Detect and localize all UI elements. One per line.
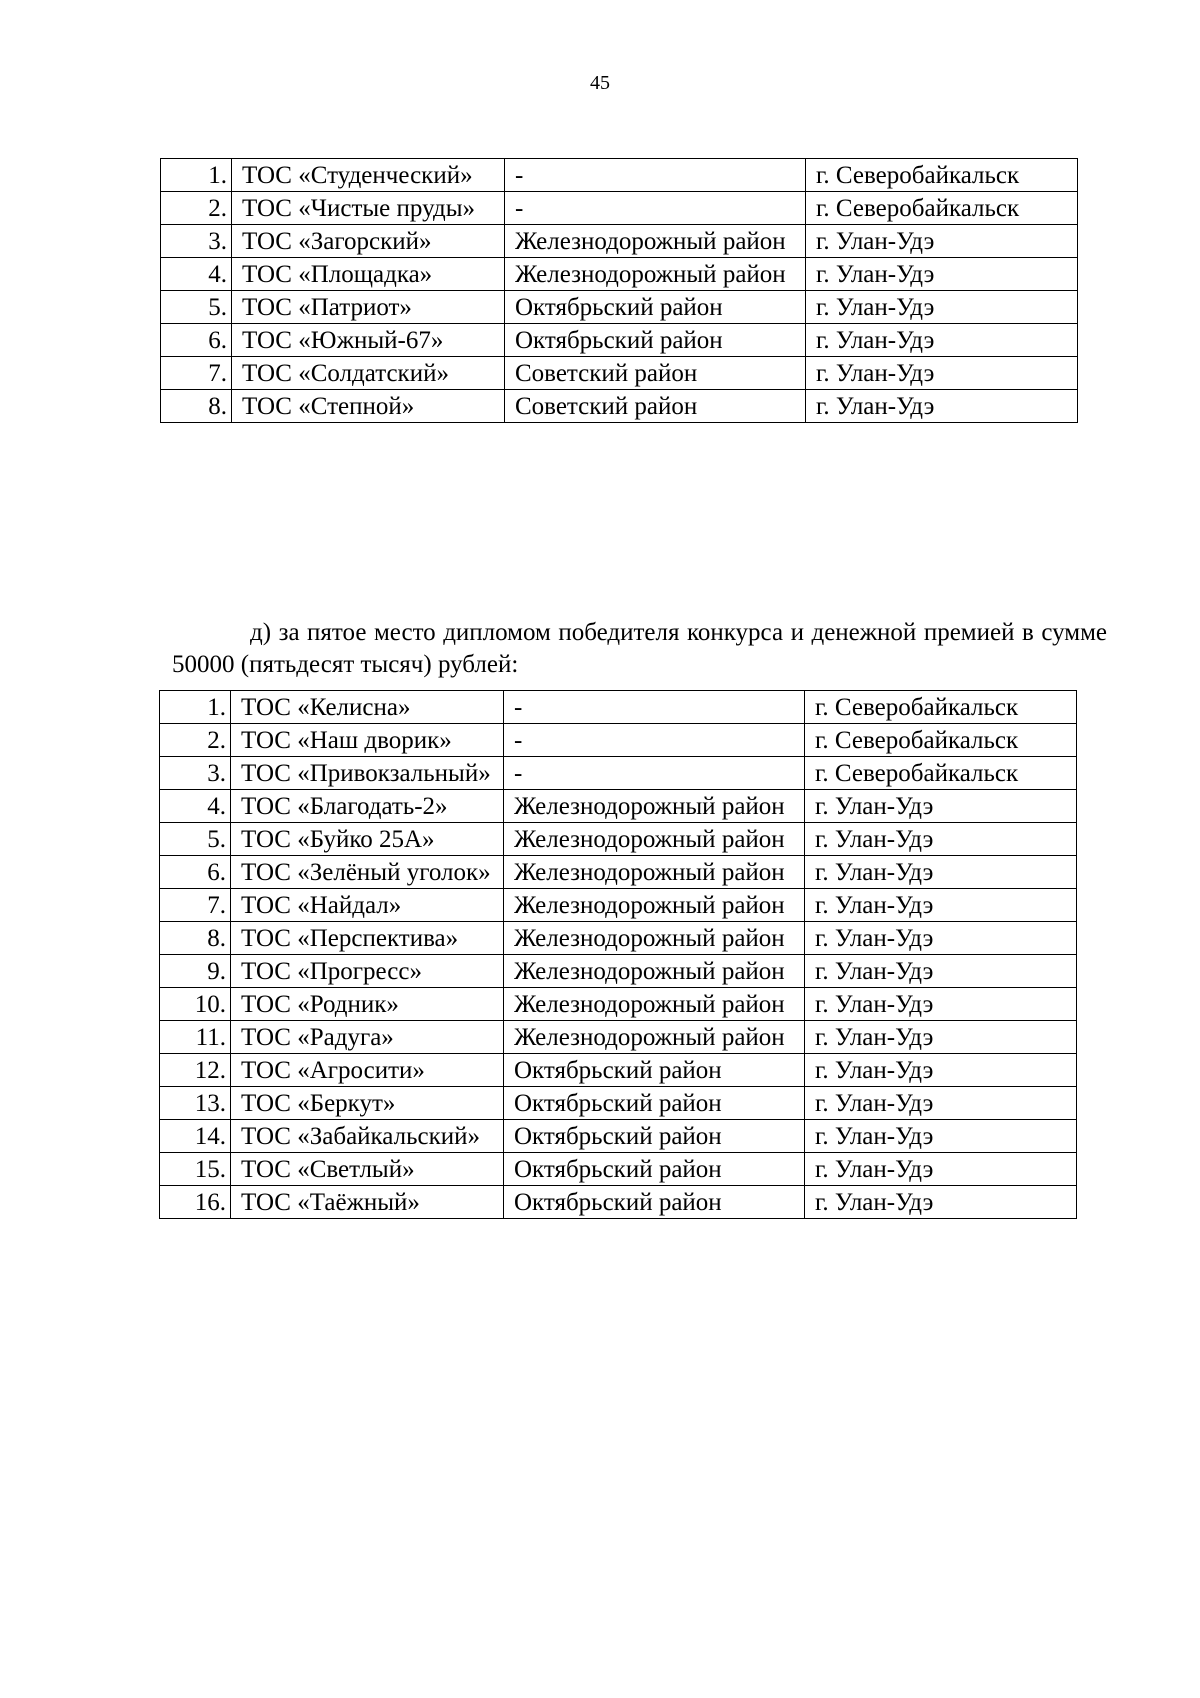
table-row [160, 1021, 1077, 1054]
table-row [161, 159, 1078, 192]
row-number-cell: 14. [160, 1120, 231, 1153]
city-cell: г. Улан-Удэ [805, 823, 1077, 856]
city-cell: г. Улан-Удэ [806, 324, 1078, 357]
district-cell: Октябрьский район [505, 291, 806, 324]
table-row [161, 192, 1078, 225]
city-cell: г. Улан-Удэ [805, 889, 1077, 922]
tos-name-cell: ТОС «Светлый» [231, 1153, 504, 1186]
row-number-cell: 8. [160, 922, 231, 955]
table-row [160, 823, 1077, 856]
row-number-cell: 3. [161, 225, 232, 258]
table-row [161, 324, 1078, 357]
city-cell: г. Улан-Удэ [806, 225, 1078, 258]
row-number-cell: 2. [161, 192, 232, 225]
table-row [160, 922, 1077, 955]
city-cell: г. Улан-Удэ [805, 1153, 1077, 1186]
tos-name-cell: ТОС «Степной» [232, 390, 505, 423]
tos-name-cell: ТОС «Наш дворик» [231, 724, 504, 757]
tos-name-cell: ТОС «Перспектива» [231, 922, 504, 955]
table-row [160, 988, 1077, 1021]
district-cell: Железнодорожный район [504, 1021, 805, 1054]
winners-table-fifth-place [159, 690, 1077, 1219]
district-cell: Железнодорожный район [504, 889, 805, 922]
tos-name-cell: ТОС «Солдатский» [232, 357, 505, 390]
table-row [160, 757, 1077, 790]
tos-name-cell: ТОС «Буйко 25А» [231, 823, 504, 856]
tos-name-cell: ТОС «Найдал» [231, 889, 504, 922]
city-cell: г. Улан-Удэ [805, 1087, 1077, 1120]
tos-name-cell: ТОС «Площадка» [232, 258, 505, 291]
table-row [160, 1120, 1077, 1153]
city-cell: г. Улан-Удэ [805, 955, 1077, 988]
tos-name-cell: ТОС «Южный-67» [232, 324, 505, 357]
city-cell: г. Северобайкальск [805, 691, 1077, 724]
fifth-place-text: д) за пятое место дипломом победителя конкурса и денежной премией в сумме 50000 (пятьдесят тысяч) рублей: [172, 619, 1107, 678]
district-cell: Советский район [505, 357, 806, 390]
district-cell: - [505, 159, 806, 192]
table-row [160, 1087, 1077, 1120]
city-cell: г. Улан-Удэ [805, 1054, 1077, 1087]
row-number-cell: 6. [160, 856, 231, 889]
table-body [161, 159, 1078, 423]
tos-name-cell: ТОС «Прогресс» [231, 955, 504, 988]
row-number-cell: 11. [160, 1021, 231, 1054]
tos-name-cell: ТОС «Агросити» [231, 1054, 504, 1087]
tos-name-cell: ТОС «Келисна» [231, 691, 504, 724]
winners-table-fourth-place [160, 158, 1078, 423]
tos-name-cell: ТОС «Таёжный» [231, 1186, 504, 1219]
city-cell: г. Улан-Удэ [805, 856, 1077, 889]
row-number-cell: 5. [161, 291, 232, 324]
tos-name-cell: ТОС «Родник» [231, 988, 504, 1021]
city-cell: г. Улан-Удэ [805, 922, 1077, 955]
city-cell: г. Северобайкальск [805, 757, 1077, 790]
table-row [161, 291, 1078, 324]
row-number-cell: 12. [160, 1054, 231, 1087]
tos-name-cell: ТОС «Загорский» [232, 225, 505, 258]
table-row [161, 357, 1078, 390]
table-row [160, 790, 1077, 823]
tos-name-cell: ТОС «Благодать-2» [231, 790, 504, 823]
city-cell: г. Улан-Удэ [805, 1120, 1077, 1153]
row-number-cell: 5. [160, 823, 231, 856]
city-cell: г. Улан-Удэ [806, 258, 1078, 291]
district-cell: Железнодорожный район [504, 790, 805, 823]
table-row [160, 724, 1077, 757]
table-row [160, 955, 1077, 988]
city-cell: г. Северобайкальск [805, 724, 1077, 757]
row-number-cell: 3. [160, 757, 231, 790]
district-cell: Железнодорожный район [504, 856, 805, 889]
district-cell: - [504, 757, 805, 790]
district-cell: - [505, 192, 806, 225]
row-number-cell: 7. [160, 889, 231, 922]
city-cell: г. Улан-Удэ [805, 790, 1077, 823]
district-cell: Железнодорожный район [504, 955, 805, 988]
row-number-cell: 4. [160, 790, 231, 823]
table-row [161, 258, 1078, 291]
table-row [160, 1054, 1077, 1087]
district-cell: Октябрьский район [504, 1153, 805, 1186]
table-row [160, 1186, 1077, 1219]
district-cell: Октябрьский район [504, 1120, 805, 1153]
district-cell: - [504, 691, 805, 724]
district-cell: Октябрьский район [504, 1054, 805, 1087]
row-number-cell: 2. [160, 724, 231, 757]
district-cell: Железнодорожный район [505, 225, 806, 258]
table-row [160, 889, 1077, 922]
row-number-cell: 9. [160, 955, 231, 988]
tos-name-cell: ТОС «Патриот» [232, 291, 505, 324]
district-cell: - [504, 724, 805, 757]
row-number-cell: 8. [161, 390, 232, 423]
table-row [161, 390, 1078, 423]
table-row [160, 691, 1077, 724]
district-cell: Железнодорожный район [504, 823, 805, 856]
row-number-cell: 10. [160, 988, 231, 1021]
table-row [160, 856, 1077, 889]
row-number-cell: 7. [161, 357, 232, 390]
city-cell: г. Северобайкальск [806, 159, 1078, 192]
tos-name-cell: ТОС «Беркут» [231, 1087, 504, 1120]
row-number-cell: 4. [161, 258, 232, 291]
tos-name-cell: ТОС «Радуга» [231, 1021, 504, 1054]
tos-name-cell: ТОС «Студенческий» [232, 159, 505, 192]
row-number-cell: 1. [160, 691, 231, 724]
district-cell: Железнодорожный район [504, 922, 805, 955]
table-row [161, 225, 1078, 258]
city-cell: г. Улан-Удэ [806, 390, 1078, 423]
city-cell: г. Улан-Удэ [805, 1186, 1077, 1219]
city-cell: г. Северобайкальск [806, 192, 1078, 225]
district-cell: Железнодорожный район [505, 258, 806, 291]
district-cell: Железнодорожный район [504, 988, 805, 1021]
page-number: 45 [590, 72, 610, 94]
district-cell: Октябрьский район [504, 1186, 805, 1219]
row-number-cell: 1. [161, 159, 232, 192]
row-number-cell: 16. [160, 1186, 231, 1219]
tos-name-cell: ТОС «Зелёный уголок» [231, 856, 504, 889]
city-cell: г. Улан-Удэ [805, 1021, 1077, 1054]
fifth-place-paragraph [172, 617, 1107, 681]
row-number-cell: 15. [160, 1153, 231, 1186]
district-cell: Октябрьский район [504, 1087, 805, 1120]
city-cell: г. Улан-Удэ [805, 988, 1077, 1021]
city-cell: г. Улан-Удэ [806, 291, 1078, 324]
city-cell: г. Улан-Удэ [806, 357, 1078, 390]
table-row [160, 1153, 1077, 1186]
row-number-cell: 6. [161, 324, 232, 357]
tos-name-cell: ТОС «Забайкальский» [231, 1120, 504, 1153]
tos-name-cell: ТОС «Чистые пруды» [232, 192, 505, 225]
row-number-cell: 13. [160, 1087, 231, 1120]
district-cell: Октябрьский район [505, 324, 806, 357]
district-cell: Советский район [505, 390, 806, 423]
table-body [160, 691, 1077, 1219]
tos-name-cell: ТОС «Привокзальный» [231, 757, 504, 790]
